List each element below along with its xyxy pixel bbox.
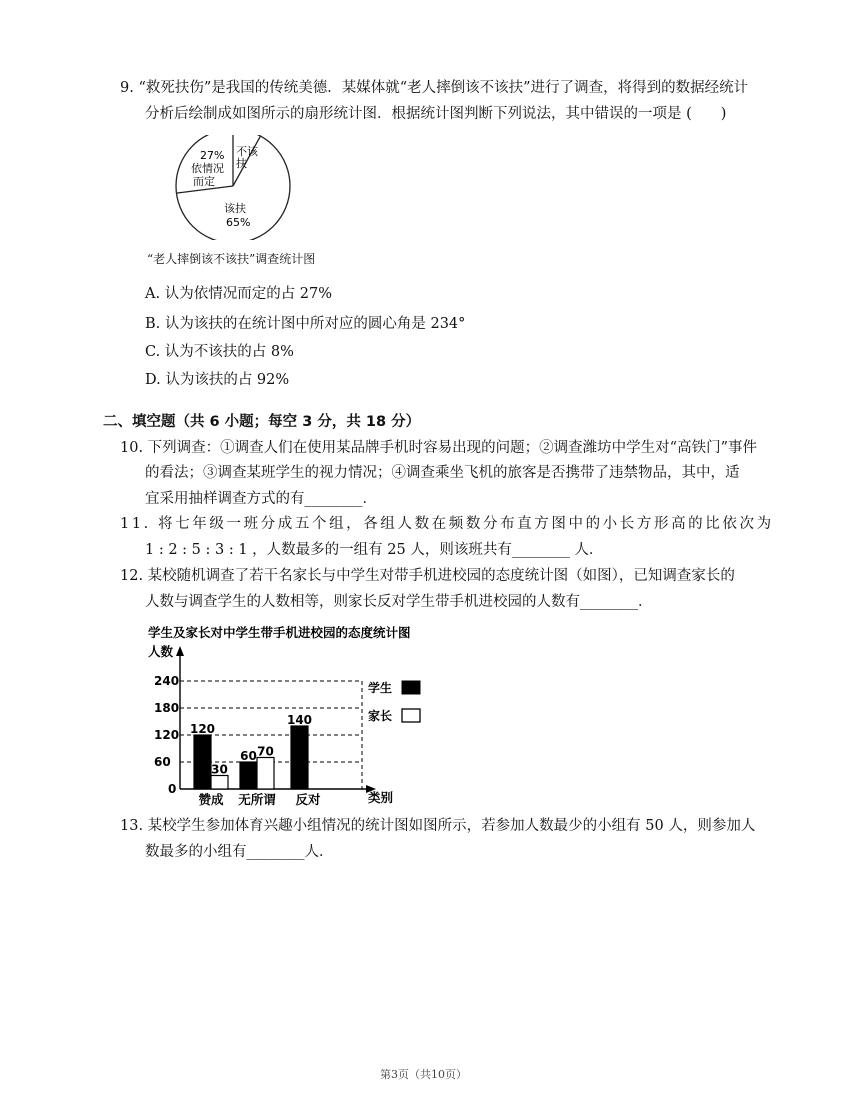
bar-value-label: 120 (189, 722, 216, 736)
page-footer: 第3页（共10页） (380, 1068, 467, 1081)
legend-parent-swatch (402, 709, 420, 722)
legend-parent-label: 家长 (368, 709, 393, 723)
y-tick-label: 240 (154, 674, 180, 688)
bar-value-label: 60 (240, 749, 257, 763)
q9-option-d: D. 认为该扶的占 92% (145, 372, 290, 388)
pie-chart (170, 135, 300, 240)
bar-chart-ylabel: 人数 (148, 644, 174, 659)
pie-label-not: 不该 (236, 145, 258, 158)
bar-student-2 (291, 726, 308, 789)
bar-chart-title: 学生及家长对中学生带手机进校园的态度统计图 (148, 625, 411, 640)
legend-student-swatch (402, 681, 420, 694)
x-tick-label: 反对 (295, 792, 321, 807)
pie-label-case: 依情况 (191, 162, 224, 175)
pie-label-case2: 而定 (193, 175, 215, 188)
pie-label-27pct: 27% (200, 149, 225, 162)
q9-option-b: B. 认为该扶的在统计图中所对应的圆心角是 234° (145, 316, 466, 332)
pie-label-should: 该扶 (224, 202, 246, 215)
q10-line3: 宜采用抽样调查方式的有________． (145, 491, 377, 507)
pie-label-not2: 扶 (236, 157, 247, 170)
bar-student-1 (240, 762, 257, 789)
y-tick-label: 0 (168, 782, 177, 796)
pie-caption: “老人摔倒该不该扶”调查统计图 (147, 252, 316, 266)
bar-student-0 (194, 735, 211, 789)
bar-parent-1 (257, 758, 274, 790)
bar-parent-0 (211, 776, 228, 790)
q13-line1: 13. 某校学生参加体育兴趣小组情况的统计图如图所示，若参加人数最少的小组有 50 人，则参加人 (120, 818, 756, 834)
legend-student-label: 学生 (368, 681, 393, 695)
bar-value-label: 30 (211, 762, 228, 777)
q11-line1: 11. 将七年级一班分成五个组，各组人数在频数分布直方图中的小长方形高的比依次为 (120, 516, 774, 532)
q11-line2: 1 : 2 : 5 : 3 : 1 ，人数最多的一组有 25 人，则该班共有________ 人． (145, 542, 604, 558)
q9-line1: 9. “救死扶伤”是我国的传统美德．某媒体就“老人摔倒该不该扶”进行了调查，将得到的数据经统计 (120, 80, 749, 96)
q9-line2: 分析后绘制成如图所示的扇形统计图．根据统计图判断下列说法，其中错误的一项是 ( ) (145, 106, 727, 122)
x-tick-label: 赞成 (198, 792, 224, 807)
q10-line1: 10. 下列调查：①调查人们在使用某品牌手机时容易出现的问题；②调查潍坊中学生对“高铁门”事件 (120, 440, 757, 456)
y-axis-arrow (176, 646, 184, 656)
x-tick-label: 无所谓 (238, 792, 276, 807)
y-tick-label: 180 (154, 701, 180, 715)
q12-line1: 12. 某校随机调查了若干名家长与中学生对带手机进校园的态度统计图（如图），已知调查家长的 (120, 568, 735, 584)
bar-value-label: 70 (257, 744, 274, 759)
q12-line2: 人数与调查学生的人数相等，则家长反对学生带手机进校园的人数有________． (145, 594, 653, 610)
q10-line2: 的看法；③调查某班学生的视力情况；④调查乘坐飞机的旅客是否携带了违禁物品，其中，适 (145, 465, 740, 481)
bar-chart-xlabel: 类别 (368, 790, 394, 805)
y-tick-label: 60 (154, 755, 171, 769)
q9-option-c: C. 认为不该扶的占 8% (145, 344, 294, 360)
q13-line2: 数最多的小组有________人． (145, 844, 334, 860)
section-2-title: 二、填空题（共 6 小题；每空 3 分，共 18 分） (103, 414, 421, 430)
bar-value-label: 140 (286, 713, 313, 727)
pie-label-65pct: 65% (226, 216, 251, 229)
q9-option-a: A. 认为依情况而定的占 27% (145, 286, 333, 302)
bar-chart (140, 620, 460, 810)
y-tick-label: 120 (154, 728, 180, 742)
